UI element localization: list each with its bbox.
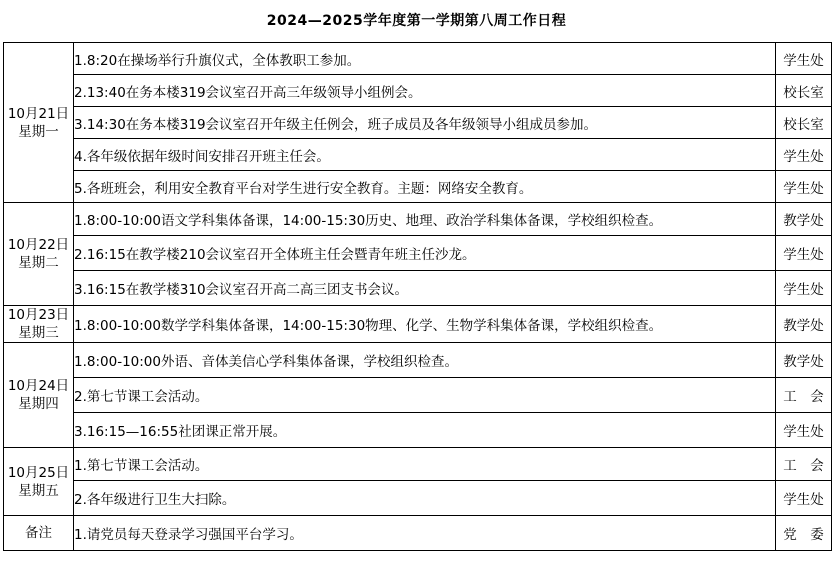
day-cell-friday xyxy=(4,448,74,516)
table-row xyxy=(4,378,832,413)
notes-label: 备注 xyxy=(4,516,74,551)
table-row xyxy=(4,343,832,378)
schedule-item: 3.14:30在务本楼319会议室召开年级主任例会，班子成员及各年级领导小组成员参加。 xyxy=(74,107,776,139)
day-cell-wednesday xyxy=(4,306,74,343)
department-cell: 学生处 xyxy=(776,171,832,203)
schedule-item: 5.各班班会，利用安全教育平台对学生进行安全教育。主题：网络安全教育。 xyxy=(74,171,776,203)
table-row xyxy=(4,271,832,306)
schedule-item: 1.8:00-10:00语文学科集体备课，14:00-15:30历史、地理、政治学科集体备课，学校组织检查。 xyxy=(74,203,776,236)
department-cell: 党 委 xyxy=(776,516,832,551)
day-cell-tuesday xyxy=(4,203,74,306)
table-row xyxy=(4,139,832,171)
department-cell: 工 会 xyxy=(776,378,832,413)
day-date: 10月23日 xyxy=(7,307,70,323)
day-date: 10月22日 xyxy=(7,237,70,253)
day-weekday: 星期二 xyxy=(18,255,59,271)
department-cell: 学生处 xyxy=(776,43,832,75)
day-date: 10月25日 xyxy=(7,464,70,481)
schedule-item: 3.16:15—16:55社团课正常开展。 xyxy=(74,413,776,448)
page-title: 2024—2025学年度第一学期第八周工作日程 xyxy=(266,13,567,29)
table-row xyxy=(4,107,832,139)
table-row xyxy=(4,203,832,236)
table-row xyxy=(4,75,832,107)
department-cell: 教学处 xyxy=(776,306,832,343)
schedule-item: 1.8:00-10:00外语、音体美信心学科集体备课，学校组织检查。 xyxy=(74,343,776,378)
department-cell: 学生处 xyxy=(776,413,832,448)
day-cell-thursday xyxy=(4,343,74,448)
day-cell-monday xyxy=(4,43,74,203)
day-weekday: 星期四 xyxy=(18,396,59,412)
department-cell: 学生处 xyxy=(776,139,832,171)
table-row xyxy=(4,306,832,343)
schedule-item: 2.13:40在务本楼319会议室召开高三年级领导小组例会。 xyxy=(74,75,776,107)
notes-row xyxy=(4,516,832,551)
table-row xyxy=(4,171,832,203)
department-cell: 学生处 xyxy=(776,271,832,306)
department-cell: 学生处 xyxy=(776,481,832,516)
table-row xyxy=(4,43,832,75)
schedule-item: 2.第七节课工会活动。 xyxy=(74,378,776,413)
schedule-item: 2.16:15在教学楼210会议室召开全体班主任会暨青年班主任沙龙。 xyxy=(74,236,776,271)
day-weekday: 星期三 xyxy=(18,325,59,341)
schedule-table xyxy=(3,42,832,551)
day-weekday: 星期五 xyxy=(18,482,59,499)
schedule-item: 2.各年级进行卫生大扫除。 xyxy=(74,481,776,516)
table-row xyxy=(4,413,832,448)
notes-text: 1.请党员每天登录学习强国平台学习。 xyxy=(74,516,776,551)
schedule-item: 3.16:15在教学楼310会议室召开高二高三团支书会议。 xyxy=(74,271,776,306)
department-cell: 校长室 xyxy=(776,107,832,139)
day-date: 10月24日 xyxy=(7,378,70,394)
day-date: 10月21日 xyxy=(7,105,70,122)
schedule-item: 1.8:00-10:00数学学科集体备课，14:00-15:30物理、化学、生物学科集体备课，学校组织检查。 xyxy=(74,306,776,343)
day-weekday: 星期一 xyxy=(18,123,59,140)
department-cell: 教学处 xyxy=(776,343,832,378)
department-cell: 校长室 xyxy=(776,75,832,107)
department-cell: 教学处 xyxy=(776,203,832,236)
department-cell: 工 会 xyxy=(776,448,832,481)
schedule-item: 1.第七节课工会活动。 xyxy=(74,448,776,481)
schedule-item: 1.8:20在操场举行升旗仪式，全体教职工参加。 xyxy=(74,43,776,75)
schedule-item: 4.各年级依据年级时间安排召开班主任会。 xyxy=(74,139,776,171)
table-row xyxy=(4,236,832,271)
department-cell: 学生处 xyxy=(776,236,832,271)
table-row xyxy=(4,481,832,516)
table-row xyxy=(4,448,832,481)
